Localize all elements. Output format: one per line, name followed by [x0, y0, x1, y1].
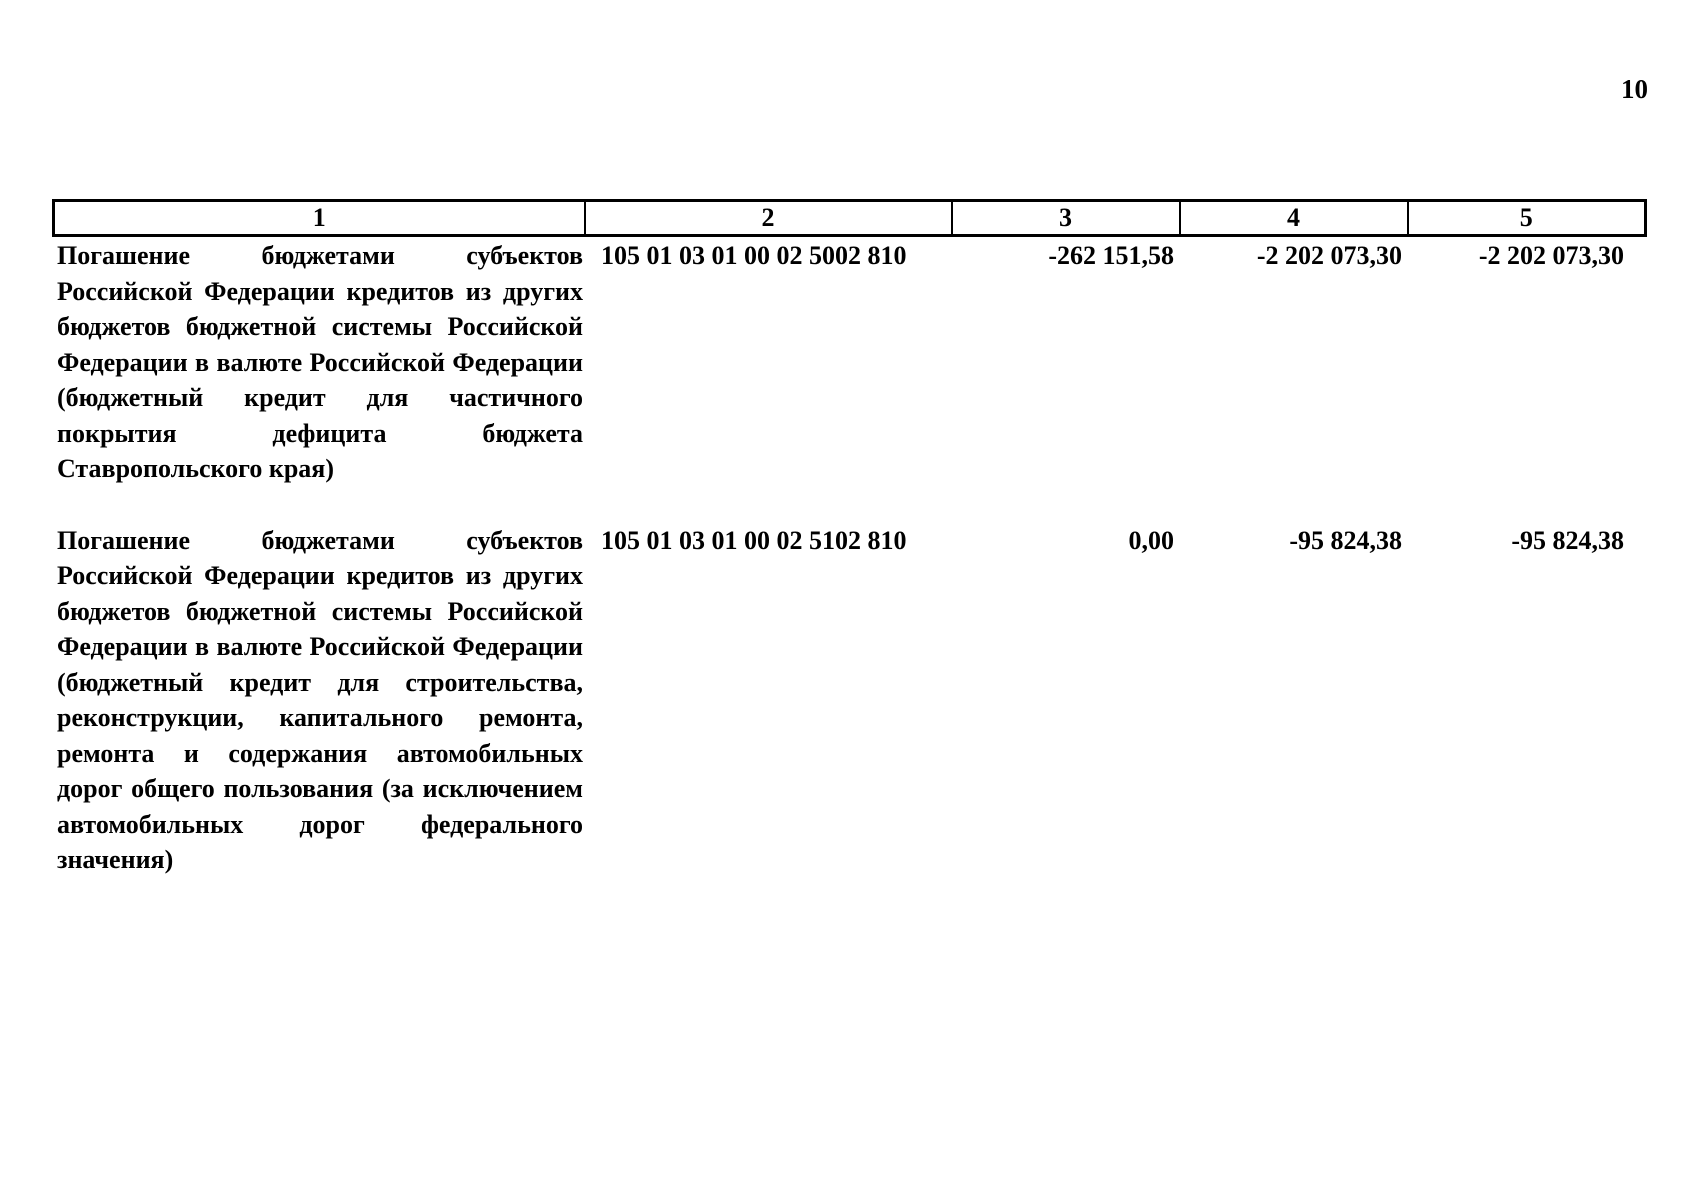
table-row	[52, 238, 1644, 487]
table-body	[52, 238, 1644, 878]
column-header-5: 5	[1408, 201, 1646, 236]
row-code: 105 01 03 01 00 02 5102 810	[601, 525, 907, 555]
row-value-col5: -95 824,38	[1511, 525, 1624, 555]
column-header-3: 3	[952, 201, 1180, 236]
row-value-col3: -262 151,58	[1048, 241, 1174, 270]
row-name: Погашение бюджетами субъектов Российской Федерации кредитов из других бюджетов бюджетной системы Российской Федерации в валюте Российской Федерации (бюджетный кредит для частичного покрытия дефицита бюджета Ставропольского края)	[57, 241, 583, 483]
row-code: 105 01 03 01 00 02 5002 810	[601, 241, 907, 270]
row-name: Погашение бюджетами субъектов Российской Федерации кредитов из других бюджетов бюджетной системы Российской Федерации в валюте Российской Федерации (бюджетный кредит для строительства, реконструкции, капитального ремонта, ремонта и содержания автомобильных дорог общего пользования (за исключением автомобильных дорог федерального значения)	[57, 525, 583, 874]
row-value-col5: -2 202 073,30	[1478, 241, 1624, 270]
header-row	[54, 201, 1646, 236]
row-value-col3: 0,00	[1128, 525, 1174, 555]
column-header-4: 4	[1180, 201, 1408, 236]
column-header-1: 1	[54, 201, 585, 236]
row-value-col4: -95 824,38	[1289, 525, 1402, 555]
table-header	[52, 199, 1647, 237]
table-row	[52, 523, 1644, 878]
row-value-col4: -2 202 073,30	[1256, 241, 1402, 270]
page-number: 10	[1621, 74, 1648, 104]
column-header-2: 2	[585, 201, 952, 236]
